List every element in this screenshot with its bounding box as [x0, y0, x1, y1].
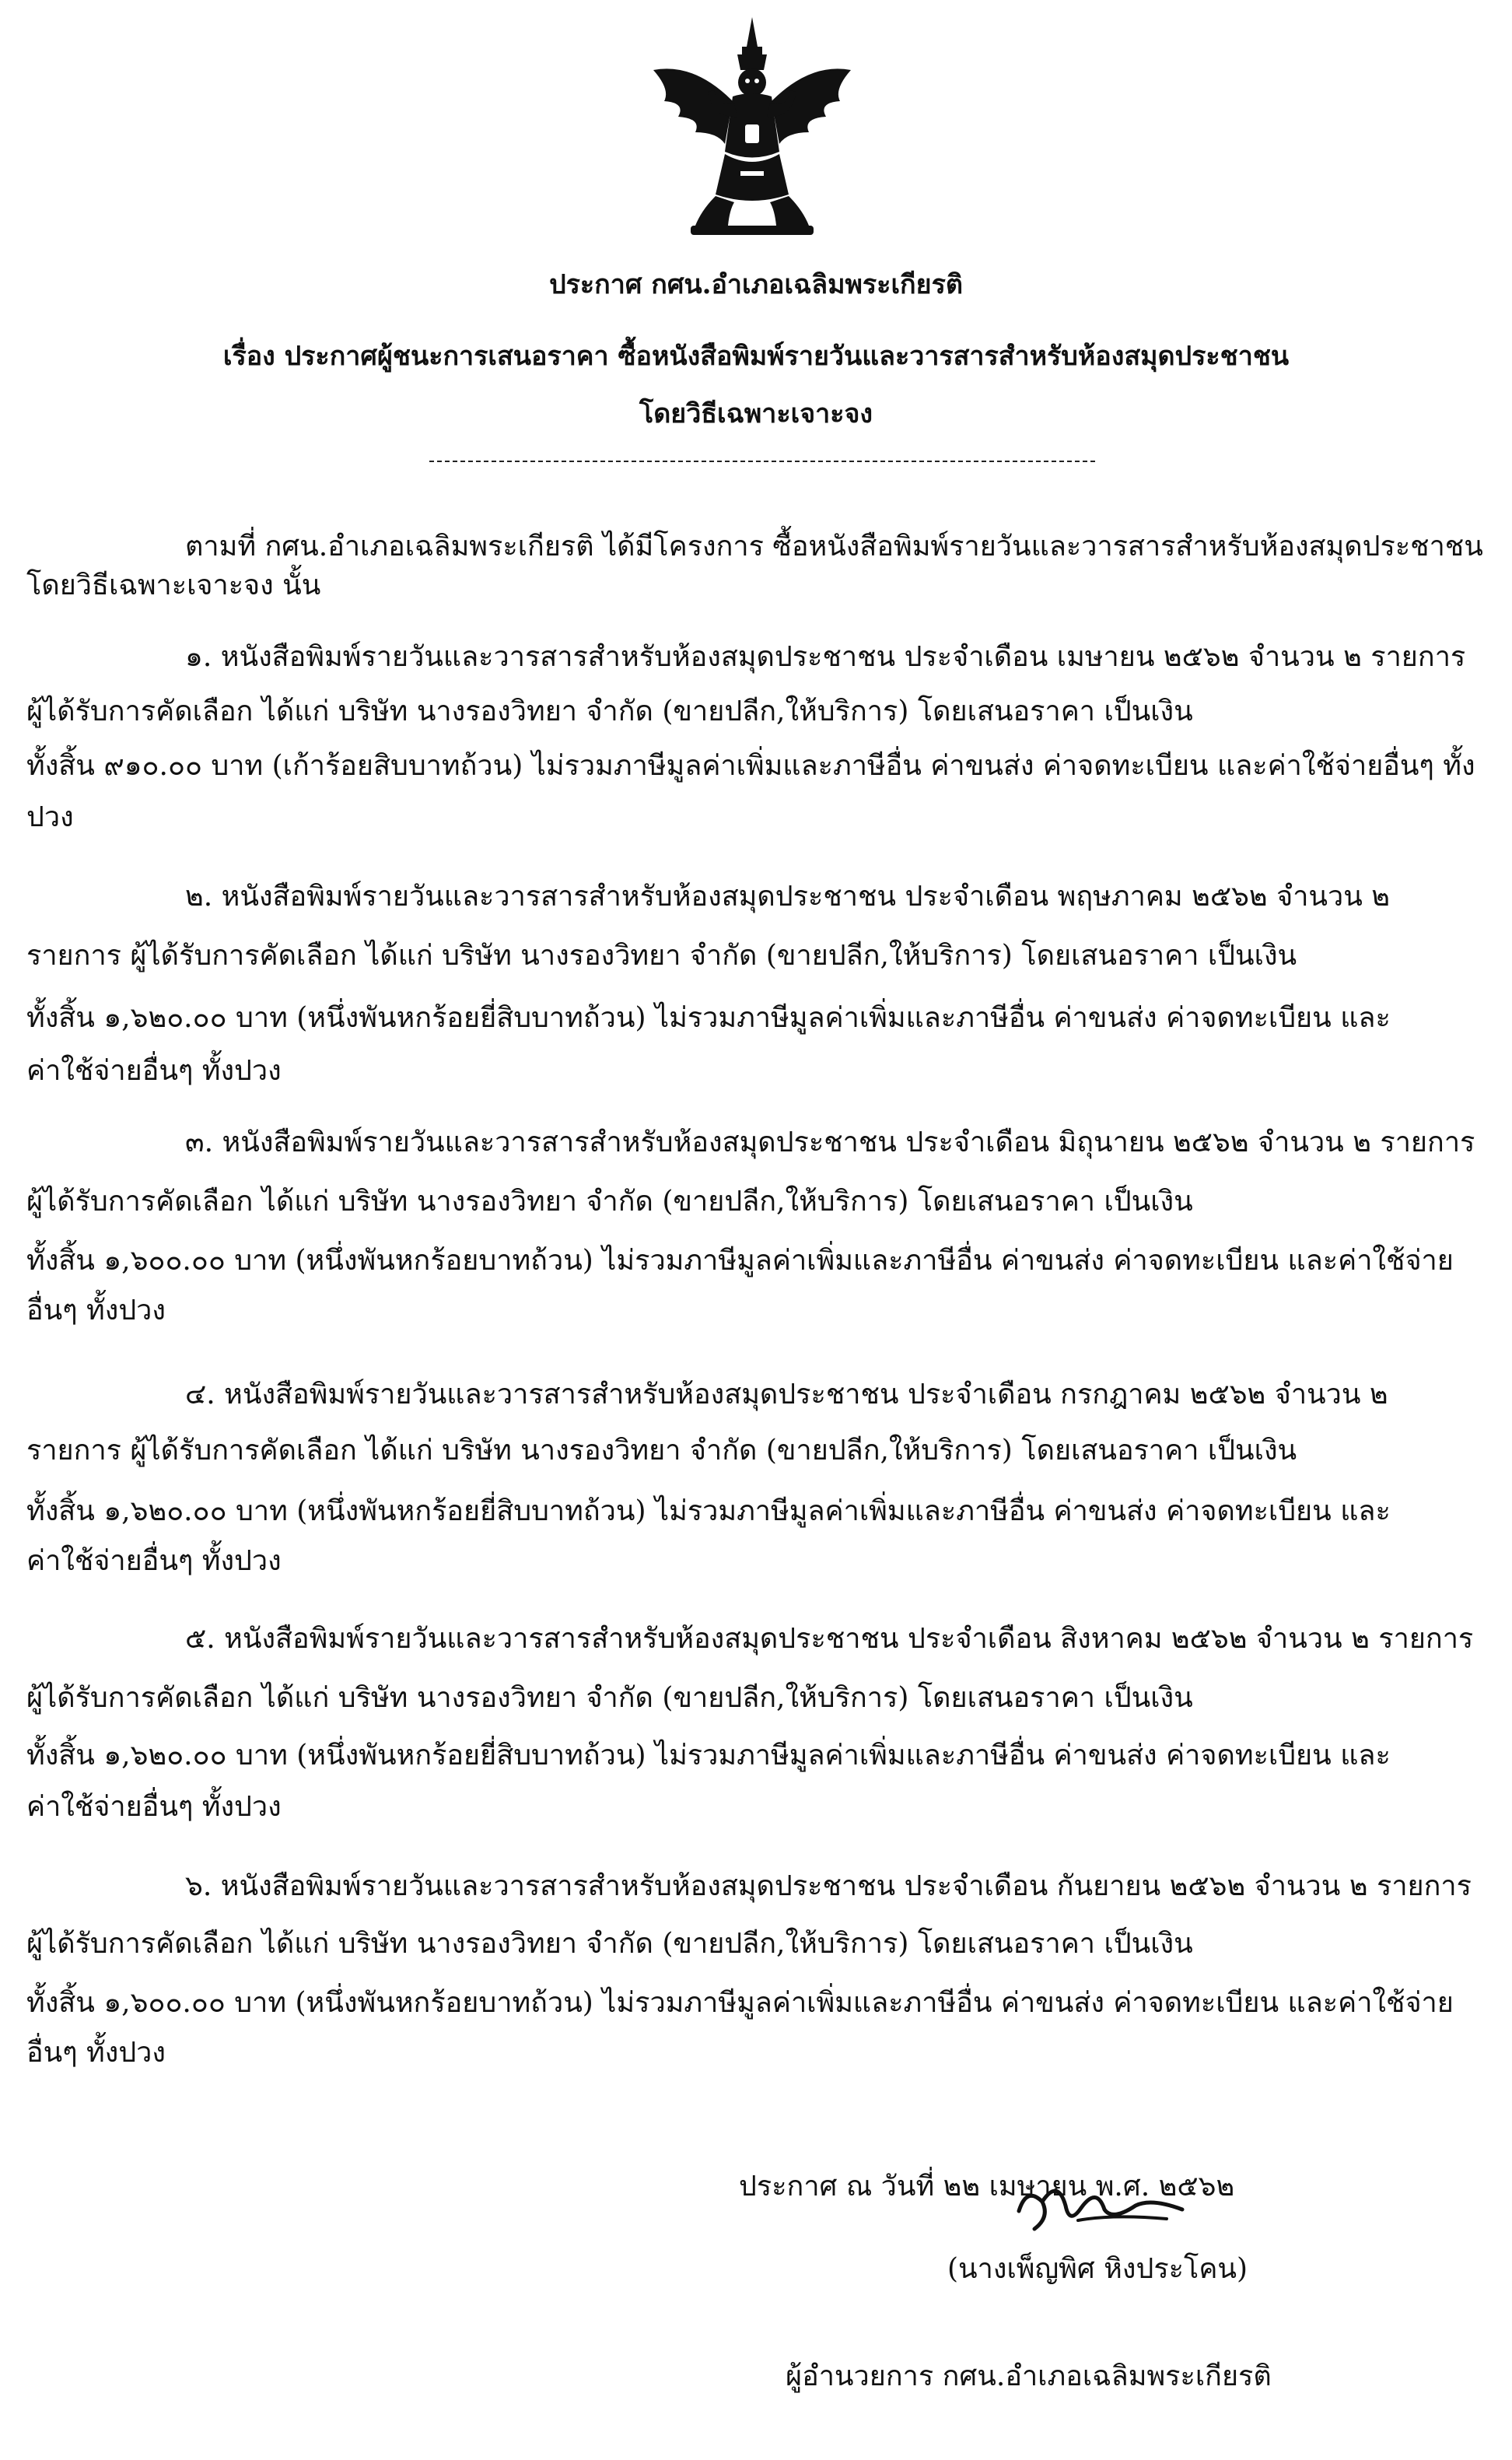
- item-1-line: ๑. หนังสือพิมพ์รายวันและวารสารสำหรับห้องสมุดประชาชน ประจำเดือน เมษายน ๒๕๖๒ จำนวน ๒ รายการ: [185, 641, 1466, 673]
- item-3-line: ทั้งสิ้น ๑,๖๐๐.๐๐ บาท (หนึ่งพันหกร้อยบาทถ้วน) ไม่รวมภาษีมูลค่าเพิ่มและภาษีอื่น ค่าขนส่ง ค่าจดทะเบียน และค่าใช้จ่าย: [26, 1245, 1454, 1277]
- item-6-line: อื่นๆ ทั้งปวง: [26, 2037, 166, 2069]
- item-5-line: ๕. หนังสือพิมพ์รายวันและวารสารสำหรับห้องสมุดประชาชน ประจำเดือน สิงหาคม ๒๕๖๒ จำนวน ๒ รายการ: [185, 1623, 1474, 1655]
- announcement-date: ประกาศ ณ วันที่ ๒๒ เมษายน พ.ศ. ๒๕๖๒: [739, 2171, 1235, 2202]
- intro-line: ตามที่ กศน.อำเภอเฉลิมพระเกียรติ ได้มีโครงการ ซื้อหนังสือพิมพ์รายวันและวารสารสำหรับห้องสมุดประชาชน: [185, 531, 1483, 562]
- item-4-line: ๔. หนังสือพิมพ์รายวันและวารสารสำหรับห้องสมุดประชาชน ประจำเดือน กรกฎาคม ๒๕๖๒ จำนวน ๒: [185, 1379, 1388, 1410]
- signer-title: ผู้อำนวยการ กศน.อำเภอเฉลิมพระเกียรติ: [786, 2360, 1272, 2392]
- item-1-line: ผู้ได้รับการคัดเลือก ได้แก่ บริษัท นางรองวิทยา จำกัด (ขายปลีก,ให้บริการ) โดยเสนอราคา เป็นเงิน: [26, 696, 1193, 727]
- item-2-line: ค่าใช้จ่ายอื่นๆ ทั้งปวง: [26, 1055, 282, 1087]
- signer-name: (นางเพ็ญพิศ หิงประโคน): [947, 2253, 1248, 2285]
- procurement-method: โดยวิธีเฉพาะเจาะจง: [639, 398, 873, 429]
- item-2-line: ทั้งสิ้น ๑,๖๒๐.๐๐ บาท (หนึ่งพันหกร้อยยี่สิบบาทถ้วน) ไม่รวมภาษีมูลค่าเพิ่มและภาษีอื่น ค่าขนส่ง ค่าจดทะเบียน และ: [26, 1002, 1391, 1034]
- title-divider: [429, 461, 1095, 462]
- announcement-subject: เรื่อง ประกาศผู้ชนะการเสนอราคา ซื้อหนังสือพิมพ์รายวันและวารสารสำหรับห้องสมุดประชาชน: [222, 341, 1290, 372]
- item-6-line: ๖. หนังสือพิมพ์รายวันและวารสารสำหรับห้องสมุดประชาชน ประจำเดือน กันยายน ๒๕๖๒ จำนวน ๒ รายการ: [185, 1870, 1472, 1902]
- item-3-line: ผู้ได้รับการคัดเลือก ได้แก่ บริษัท นางรองวิทยา จำกัด (ขายปลีก,ให้บริการ) โดยเสนอราคา เป็นเงิน: [26, 1186, 1193, 1218]
- item-2-line: รายการ ผู้ได้รับการคัดเลือก ได้แก่ บริษัท นางรองวิทยา จำกัด (ขายปลีก,ให้บริการ) โดยเสนอราคา เป็นเงิน: [26, 940, 1297, 972]
- item-5-line: ผู้ได้รับการคัดเลือก ได้แก่ บริษัท นางรองวิทยา จำกัด (ขายปลีก,ให้บริการ) โดยเสนอราคา เป็นเงิน: [26, 1682, 1193, 1714]
- item-1-line: ทั้งสิ้น ๙๑๐.๐๐ บาท (เก้าร้อยสิบบาทถ้วน) ไม่รวมภาษีมูลค่าเพิ่มและภาษีอื่น ค่าขนส่ง ค่าจดทะเบียน และค่าใช้จ่ายอื่นๆ ทั้ง: [26, 750, 1475, 782]
- item-6-line: ผู้ได้รับการคัดเลือก ได้แก่ บริษัท นางรองวิทยา จำกัด (ขายปลีก,ให้บริการ) โดยเสนอราคา เป็นเงิน: [26, 1928, 1193, 1960]
- item-1-line: ปวง: [26, 801, 74, 833]
- handwritten-signature: [1003, 2163, 1190, 2248]
- item-3-line: อื่นๆ ทั้งปวง: [26, 1295, 166, 1326]
- item-4-line: ค่าใช้จ่ายอื่นๆ ทั้งปวง: [26, 1545, 282, 1577]
- item-5-line: ทั้งสิ้น ๑,๖๒๐.๐๐ บาท (หนึ่งพันหกร้อยยี่สิบบาทถ้วน) ไม่รวมภาษีมูลค่าเพิ่มและภาษีอื่น ค่าขนส่ง ค่าจดทะเบียน และ: [26, 1740, 1391, 1771]
- intro-line: โดยวิธีเฉพาะเจาะจง นั้น: [26, 569, 321, 601]
- garuda-emblem-icon: [647, 16, 857, 241]
- item-4-line: ทั้งสิ้น ๑,๖๒๐.๐๐ บาท (หนึ่งพันหกร้อยยี่สิบบาทถ้วน) ไม่รวมภาษีมูลค่าเพิ่มและภาษีอื่น ค่าขนส่ง ค่าจดทะเบียน และ: [26, 1495, 1391, 1527]
- item-2-line: ๒. หนังสือพิมพ์รายวันและวารสารสำหรับห้องสมุดประชาชน ประจำเดือน พฤษภาคม ๒๕๖๒ จำนวน ๒: [185, 881, 1391, 913]
- item-4-line: รายการ ผู้ได้รับการคัดเลือก ได้แก่ บริษัท นางรองวิทยา จำกัด (ขายปลีก,ให้บริการ) โดยเสนอราคา เป็นเงิน: [26, 1435, 1297, 1467]
- item-6-line: ทั้งสิ้น ๑,๖๐๐.๐๐ บาท (หนึ่งพันหกร้อยบาทถ้วน) ไม่รวมภาษีมูลค่าเพิ่มและภาษีอื่น ค่าขนส่ง ค่าจดทะเบียน และค่าใช้จ่าย: [26, 1987, 1454, 2019]
- announcement-title: ประกาศ กศน.อำเภอเฉลิมพระเกียรติ: [549, 269, 963, 300]
- item-5-line: ค่าใช้จ่ายอื่นๆ ทั้งปวง: [26, 1791, 282, 1823]
- item-3-line: ๓. หนังสือพิมพ์รายวันและวารสารสำหรับห้องสมุดประชาชน ประจำเดือน มิถุนายน ๒๕๖๒ จำนวน ๒ รายการ: [185, 1127, 1475, 1158]
